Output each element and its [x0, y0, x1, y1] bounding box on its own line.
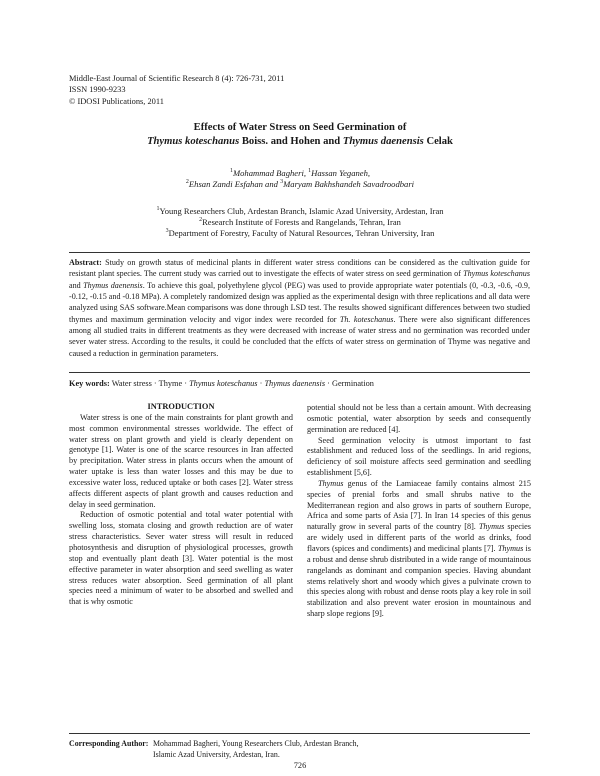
section-heading: INTRODUCTION [147, 402, 215, 411]
title-line-1: Effects of Water Stress on Seed Germination of [193, 122, 407, 133]
paragraph: Thymus genus of the Lamiaceae family contains almost 215 species of prenial forbs and small shrubs native to the Mediterranean region and also grows in parts of southern Europe, Africa and some parts of Asia [7]. In Iran 14 species of this genus naturally grow in several parts of the country [8]. Thymus species are widely used in different parts of the world as drinks, food flavors (spices and condiments) and medicinal plants [7]. Thymus is a robust and dense shrub distributed in a wide range of mountainous rangelands as dominant and companion species. Having abundant stems relatively short and woody which gives a pulvinate crown to this species along with robust and dense roots play a key role in soil stabilization and also prevent water erosion in mountainous and sharp slope regions [9]. [307, 478, 531, 619]
affiliation: Research Institute of Forests and Rangelands, Tehran, Iran [202, 217, 401, 228]
paper-title [60, 121, 540, 149]
species-name: Thymus koteschanus [147, 136, 240, 147]
author: Mohammad Bagheri, [232, 168, 306, 178]
species-name: Thymus daenensis [342, 136, 424, 147]
keywords: Key words: Water stress · Thyme · Thymus koteschanus · Thymus daenensis · Germination [69, 379, 374, 388]
affiliation: Young Researchers Club, Ardestan Branch, Islamic Azad University, Ardestan, Iran [159, 206, 444, 216]
left-column [69, 402, 293, 608]
author-list: $^1$Mohammad Bagheri, $^1$Hassan Yeganeh, $^2$Ehsan Zandi Esfahan and $^3$Maryam Bakhshandeh Savadroodbari [185, 168, 415, 190]
author: Maryam Bakhshandeh Savadroodbari [283, 179, 415, 190]
divider [69, 372, 530, 373]
page-number: 726 [293, 761, 307, 770]
abstract-label: Abstract: [69, 258, 102, 267]
author: Ehsan Zandi Esfahan and [188, 179, 278, 190]
abstract: Abstract: Study on growth status of medicinal plants in different water stress conditions can be considered as the cultivation guide for resistant plant species. The current study was carried out to investigate the effects of water stress on seed germination of Thymus koteschanus and Thymus daenensis. To achieve this goal, polyethylene glycol (PEG) was used to provide appropriate water potentials (0, -0.3, -0.6, -0.9, -0.12, -0.15 and -0.18 MPa). A completely randomized design was applied as the experimental design with three replications and all data were analyzed using SAS software.Mean comparisons was done through LSD test. The results showed significant differences between two studied thymes and maximum germination velocity and vigor index were recorded for Th. koteschanus. There were also significant differences among all studied traits in different treatments as they were decreased with increase of water stress and no germination was recorded under sever water stress. According to the results, it could be concluded that the effcts of water stress on germination of Thyme was negative and caused a reduction in germination parameters. [69, 258, 530, 358]
footnote-label: Corresponding Author: [69, 739, 149, 748]
affiliation: Department of Forestry, Faculty of Natural Resources, Tehran University, Iran [168, 228, 435, 239]
paragraph: Seed germination velocity is utmost important to fast establishment and reduced loss of the seedlings. In arid regions, deficiency of soil moisture affects seed germination and seedling establishment [5,6]. [307, 435, 531, 478]
journal-citation: Middle-East Journal of Scientific Research 8 (4): 726-731, 2011 [69, 74, 285, 83]
title-line-2: Thymus koteschanus Boiss. and Hohen and Thymus daenensis Celak [147, 136, 453, 147]
author: Hassan Yeganeh, [311, 168, 371, 178]
paragraph: potential should not be less than a certain amount. With decreasing osmotic potential, water absorption by seeds and consequently germination are reduced [4]. [307, 403, 531, 434]
divider [69, 252, 530, 253]
corresponding-author: Corresponding Author: Mohammad Bagheri, Young Researchers Club, Ardestan Branch, Islamic Azad University, Ardestan, Iran. [69, 739, 359, 759]
keywords-label: Key words: [69, 379, 110, 388]
journal-issn: ISSN 1990-9233 [69, 85, 126, 95]
paragraph: Water stress is one of the main constraints for plant growth and most common environmental stresses worldwide. The effect of water stress on plant growth and yield is clearly dependent on genotype [1]. Water is one of the scarce resources in Iran affected by precipitation. Water stress in plants occurs when the amount of water uptake is less than water losses and this may be due to excessive water loss, reduced uptake or both cases [2]. Water stress affects different aspects of plant growth and causes reduction and delay in seed germination. [69, 412, 293, 509]
footnote-divider [69, 733, 530, 734]
right-column [307, 403, 531, 620]
journal-header [69, 73, 284, 107]
journal-copyright: © IDOSI Publications, 2011 [69, 96, 164, 106]
paragraph: Reduction of osmotic potential and total water potential with swelling loss, stomata closing and growth reduction are of water stress characteristics. Sever water stress will result in reduced photosynthesis and disruption of physiological processes, growth stop and eventually plant death [3]. Water potential is the most effective parameter in water absorption and seed swelling as water stress reduces water absorption. Seed germination of all plant species need a minimum of water to be absorbed and swelled and that is why osmotic [69, 510, 293, 607]
affiliation-list: $^1$Young Researchers Club, Ardestan Branch, Islamic Azad University, Ardestan, Iran $^2$Research Institute of Forests and Rangelands, Tehran, Iran $^3$Department of Forestry, Faculty of Natural Resources, Tehran University, Iran [156, 206, 444, 239]
